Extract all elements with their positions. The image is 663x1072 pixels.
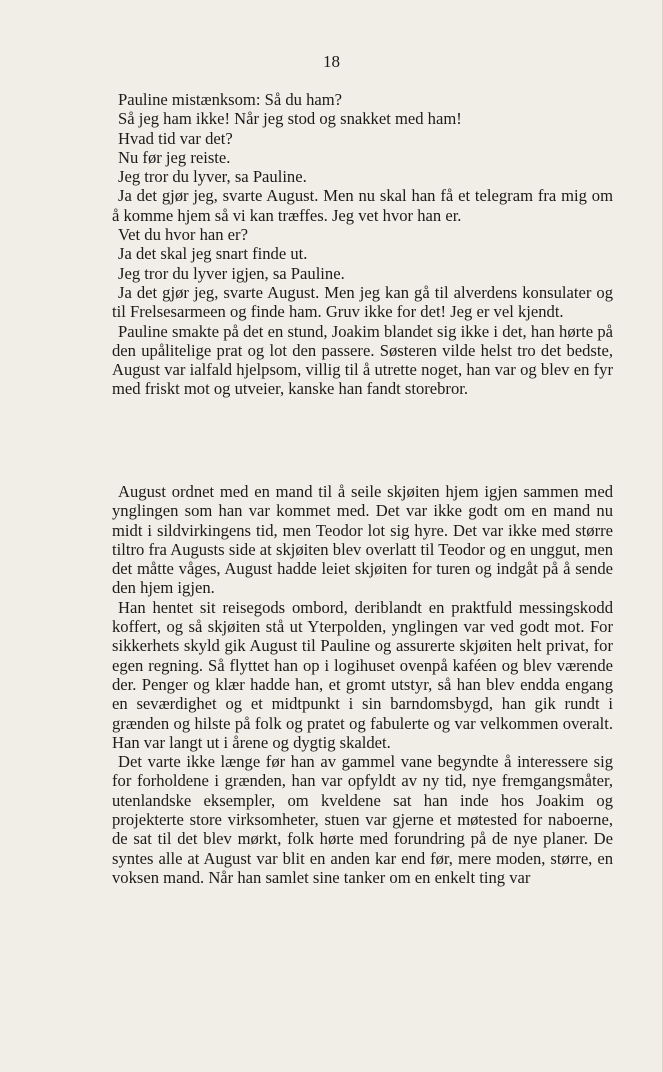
paragraph: Pauline mistænksom: Så du ham? xyxy=(118,90,343,109)
paragraph: Ja det gjør jeg, svarte August. Men nu skal han få et telegram fra mig om å komme hjem så vi kan træffes. Jeg vet hvor han er. xyxy=(112,186,613,225)
paragraph: Nu før jeg reiste. xyxy=(118,147,231,167)
paragraph: Jeg tror du lyver, sa Pauline. xyxy=(118,167,307,187)
paragraph: August ordnet med en mand til å seile skjøiten hjem igjen sammen med ynglingen som han var kommet med. Det var ikke godt om en mand nu midt i sildvirkingens tid, men Teodor lot sig hyre. Det var ikke med større tiltro fra Augusts side at skjøiten blev overlatt til Teodor og en unggut, men det måtte våges, August hadde leiet skjøiten for turen og indgåt på å sende den hjem igjen. xyxy=(112,482,613,598)
paragraph: Ja det gjør jeg, svarte August. Men jeg kan gå til alverdens konsulater og til Frelsesarmeen og finde ham. Gruv ikke for det! Jeg er vel kjendt. xyxy=(112,282,613,322)
paragraph: Det varte ikke længe før han av gammel vane begyndte å interessere sig for forholdene i grænden, han var opfyldt av ny tid, nye fremgangsmåter, utenlandske eksempler, om kveldene sat han inde hos Joakim og projekterte store virksomheter, stuen var gjerne et møtested for naboerne, de sat til det blev mørkt, folk hørte med forundring på de nye planer. De syntes alle at August var blit en anden kar end før, mere moden, større, en voksen mand. Når han samlet sine tanker om en enkelt ting var xyxy=(112,752,613,887)
paragraph: Han hentet sit reisegods ombord, deriblandt en praktfuld messingskodd koffert, og så skjøiten stå ut Yterpolden, ynglingen var ved godt mot. For sikkerhets skyld gik August til Pauline og assurerte skjøiten helt privat, for egen regning. Så flyttet han op i logihuset ovenpå kaféen og blev værende der. Penger og klær hadde han, et gromt utstyr, så han blev endda engang en seværdighet og et midtpunkt i sin barndomsbygd, han gik rundt i grænden og hilste på folk og pratet og fabulerte og var velkommen overalt. Han var langt ut i årene og dygtig skaldet. xyxy=(112,597,613,752)
dialogue-section xyxy=(112,90,613,399)
paragraph: Vet du hvor han er? xyxy=(118,225,248,245)
narrative-section xyxy=(112,482,613,887)
paragraph: Jeg tror du lyver igjen, sa Pauline. xyxy=(118,263,345,283)
paragraph: Ja det skal jeg snart finde ut. xyxy=(118,244,308,264)
paragraph: Pauline smakte på det en stund, Joakim blandet sig ikke i det, han hørte på den upålitelige prat og lot den passere. Søsteren vilde helst tro det bedste, August var ialfald hjelpsom, villig til å utrette noget, han var og blev en fyr med friskt mot og utveier, kanske han fandt storebror. xyxy=(112,321,613,399)
paragraph: Hvad tid var det? xyxy=(118,128,233,148)
page-number: 18 xyxy=(323,52,340,71)
paragraph: Så jeg ham ikke! Når jeg stod og snakket med ham! xyxy=(118,109,462,129)
